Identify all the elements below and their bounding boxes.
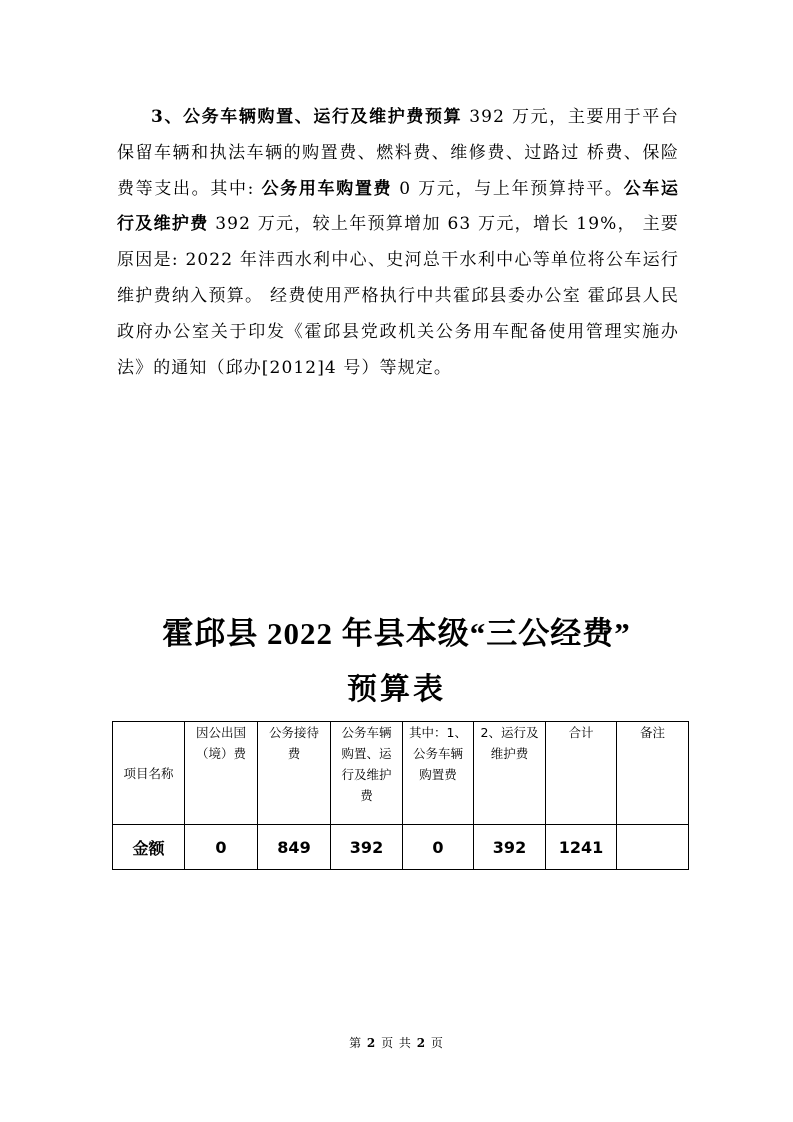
header-vehicle-maintenance: 2、运行及维护费 [474, 722, 546, 825]
value-vehicle-cost: 392 [331, 825, 403, 870]
table-subtitle: 预算表 [347, 673, 446, 706]
maintenance-cost-label: 公车运行及维护费 [117, 178, 679, 235]
header-total: 合计 [546, 722, 617, 825]
paragraph-text-2: 0 万元，与上年预算持平。 [392, 178, 624, 199]
value-vehicle-purchase: 0 [403, 825, 474, 870]
section-heading: 3、公务车辆购置、运行及维护费预算 [151, 107, 463, 127]
paragraph-text-3: 392 万元，较上年预算增加 63 万元，增长 19%， 主要原因是: 2022 年沣西水利中心、史河总干水利中心等单位将公车运行维护费纳入预算。 经费使用严格执行中共霍邱县委办公室 霍邱县人民政府办公室关于印发《霍邱县党政机关公务用车配备使用管理实施办法》的通知（邱办[2012]4 号）等规定。 [117, 214, 679, 378]
table-row [113, 825, 689, 870]
paragraph-text-1: 392 万元，主要用于平台保留车辆和执法车辆的购置费、燃料费、维修费、过路过 桥费、保险费等支出。其中: [117, 107, 680, 199]
header-remarks: 备注 [617, 722, 689, 825]
header-item-name: 项目名称 [113, 722, 185, 825]
value-vehicle-maintenance: 392 [474, 825, 546, 870]
value-remarks [617, 825, 689, 870]
row-label-amount: 金额 [113, 825, 185, 870]
budget-table [112, 721, 689, 870]
table-header-row [113, 722, 689, 825]
page-footer: 第 2 页 共 2 页 [349, 1036, 444, 1050]
total-page-number: 2 [416, 1036, 427, 1050]
value-overseas-cost: 0 [185, 825, 258, 870]
value-total: 1241 [546, 825, 617, 870]
header-overseas-cost: 因公出国（境）费 [185, 722, 258, 825]
table-title: 霍邱县 2022 年县本级“三公经费” [162, 616, 631, 651]
budget-paragraph [117, 100, 679, 386]
header-vehicle-cost: 公务车辆购置、运行及维护费 [331, 722, 403, 825]
value-reception-cost: 849 [258, 825, 331, 870]
current-page-number: 2 [366, 1036, 377, 1050]
header-vehicle-purchase: 其中：1、公务车辆购置费 [403, 722, 474, 825]
purchase-cost-label: 公务用车购置费 [261, 178, 393, 199]
header-reception-cost: 公务接待费 [258, 722, 331, 825]
